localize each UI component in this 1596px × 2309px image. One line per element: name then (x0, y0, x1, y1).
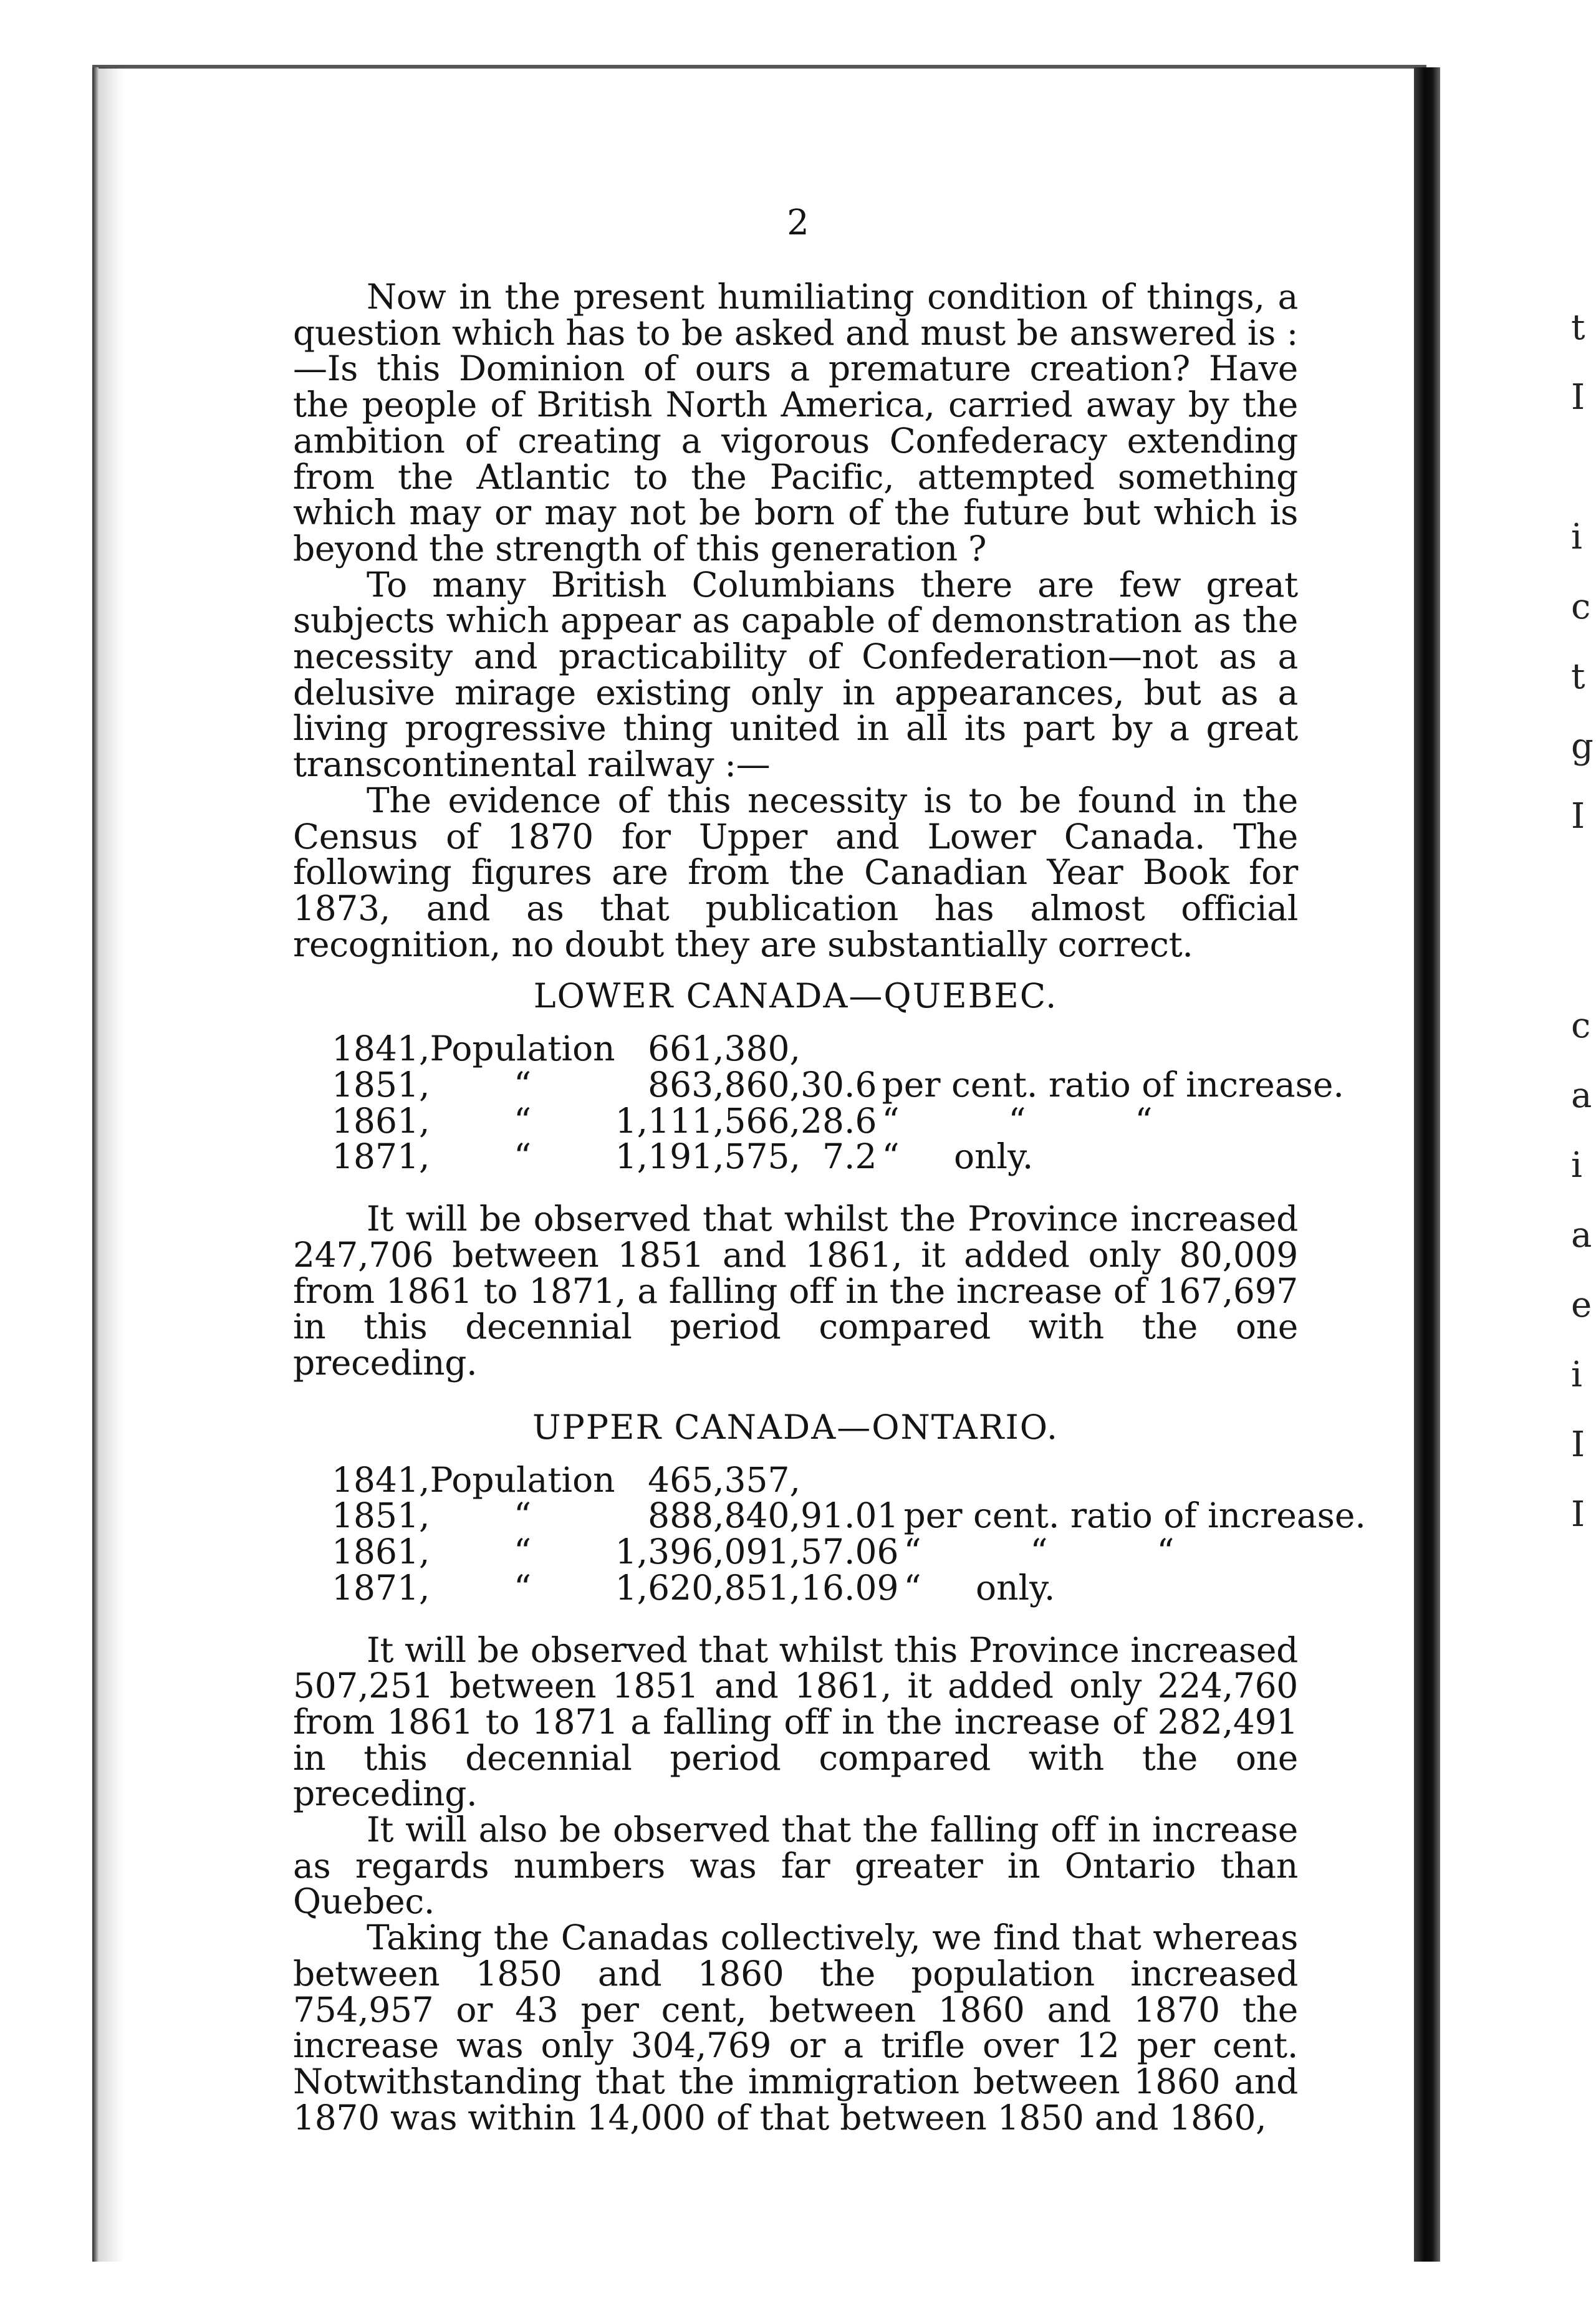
edge-letter: I (1571, 1424, 1585, 1465)
page-number: 2 (787, 203, 809, 243)
scan-left-edge (92, 67, 99, 2262)
label-cell: “ (513, 1567, 532, 1608)
table-row (332, 1462, 1366, 1499)
note-cell: per cent. ratio of increase. (903, 1495, 1366, 1536)
year-cell: 1841, (332, 1029, 430, 1069)
year-cell: 1861, (332, 1100, 430, 1141)
scan-left-shadow (99, 67, 123, 2262)
edge-letter: i (1571, 517, 1582, 557)
edge-letter: a (1571, 1075, 1592, 1116)
facing-page (1440, 67, 1591, 2262)
upper-canada-population-table (332, 1459, 1366, 1608)
table-row (332, 1570, 1366, 1606)
paragraph: It will be observed that whilst this Province increased 507,251 between 1851 and 1861, it added only 224,760 from 1861 to 1871 a falling off in the increase of 282,491 in this decennial period compared with the one preceding. (293, 1630, 1298, 1814)
population-cell: 661,380, (648, 1029, 801, 1069)
edge-letter (1571, 433, 1596, 502)
edge-letter: c (1571, 587, 1591, 627)
scan-top-edge (92, 65, 1426, 69)
table-row (332, 1498, 1366, 1534)
population-cell: 1,191,575, (615, 1136, 801, 1177)
note-cell: “ only. (882, 1136, 1034, 1177)
population-cell: 1,111,566, (615, 1100, 801, 1141)
edge-letter: I (1571, 796, 1585, 837)
label-cell: “ (513, 1136, 532, 1177)
label-cell: Population (430, 1459, 615, 1500)
year-cell: 1841, (332, 1459, 430, 1500)
note-cell (882, 1031, 1344, 1067)
population-cell: 1,620,851, (615, 1567, 801, 1608)
edge-letter: c (1571, 1006, 1591, 1046)
rate-cell: 28.6 (800, 1100, 877, 1141)
rate-cell (800, 1462, 903, 1499)
rate-cell: 16.09 (800, 1567, 899, 1608)
edge-letter: t (1571, 656, 1585, 697)
paragraph: The evidence of this necessity is to be found in the Census of 1870 for Upper and Lower Canada. The following figures are from the Canadian Year Book for 1873, and as that publication has almost official recognition, no doubt they are substantially correct. (293, 780, 1298, 964)
label-cell: “ (513, 1495, 532, 1536)
edge-letter: I (1571, 377, 1585, 418)
label-cell: “ (513, 1100, 532, 1141)
edge-letter: e (1571, 1285, 1592, 1325)
edge-letter: a (1571, 1215, 1592, 1255)
population-cell: 863,860, (648, 1065, 801, 1105)
paragraph: To many British Columbians there are few great subjects which appear as capable of demonstration as the necessity and practicability of Confederation—not as a delusive mirage existing only in appearances, but as a living progressive thing united in all its part by a great transcontinental railway :— (293, 564, 1298, 785)
label-cell: “ (513, 1065, 532, 1105)
paragraph: Now in the present humiliating condition of things, a question which has to be asked and must be answered is :—Is this Dominion of ours a premature creation? Have the people of British North America, carried away by the ambition of creating a vigorous Confederacy extending from the Atlantic to the Pacific, attempted something which may or may not be born of the future but which is beyond the strength of this generation ? (293, 277, 1298, 569)
note-cell: “ “ “ (882, 1100, 1153, 1141)
table-row (332, 1139, 1344, 1175)
note-cell: “ only. (903, 1567, 1055, 1608)
population-cell: 888,840, (648, 1495, 801, 1536)
edge-letter (1571, 852, 1596, 921)
table-row (332, 1067, 1344, 1103)
table-row (332, 1534, 1366, 1570)
section-title-lower-canada: LOWER CANADA—QUEBEC. (533, 976, 1058, 1016)
label-cell: Population (430, 1029, 615, 1069)
edge-letter (1571, 921, 1596, 991)
edge-letter: I (1571, 1494, 1585, 1535)
year-cell: 1851, (332, 1495, 430, 1536)
rate-cell: 57.06 (800, 1532, 899, 1572)
page-body (293, 277, 1366, 2138)
spacer (293, 1175, 1298, 1201)
edge-letter: i (1571, 1355, 1582, 1395)
rate-cell: 91.01 (800, 1495, 899, 1536)
year-cell: 1871, (332, 1136, 430, 1177)
rate-cell: 30.6 (800, 1065, 877, 1105)
rate-cell: 7.2 (822, 1136, 877, 1177)
note-cell: per cent. ratio of increase. (882, 1065, 1344, 1105)
spacer (293, 1606, 1298, 1633)
edge-letter: t (1571, 307, 1585, 348)
label-cell: “ (513, 1532, 532, 1572)
note-cell (903, 1462, 1365, 1499)
population-cell: 465,357, (648, 1459, 801, 1500)
paragraph: It will be observed that whilst the Province increased 247,706 between 1851 and 1861, it added only 80,009 from 1861 to 1871, a falling off in the increase of 167,697 in this decennial period compared with the one preceding. (293, 1199, 1298, 1383)
section-title-upper-canada: UPPER CANADA—ONTARIO. (532, 1407, 1059, 1447)
paragraph: It will also be observed that the falling off in increase as regards numbers was far greater in Ontario than Quebec. (293, 1810, 1298, 1922)
lower-canada-population-table (332, 1031, 1344, 1175)
note-cell: “ “ “ (903, 1532, 1175, 1572)
population-cell: 1,396,091, (615, 1532, 801, 1572)
rate-cell (800, 1031, 882, 1067)
table-row (332, 1031, 1344, 1067)
year-cell: 1861, (332, 1532, 430, 1572)
paragraph: Taking the Canadas collectively, we find that whereas between 1850 and 1860 the population increased 754,957 or 43 per cent, between 1860 and 1870 the increase was only 304,769 or a trifle over 12 per cent. Notwithstanding that the immigration between 1860 and 1870 was within 14,000 of that between 1850 and 1860, (293, 1918, 1298, 2138)
book-spine (1414, 67, 1440, 2262)
table-row (332, 1103, 1344, 1140)
edge-letter: i (1571, 1145, 1582, 1186)
edge-letter: g (1571, 726, 1594, 767)
year-cell: 1871, (332, 1567, 430, 1608)
facing-page-edge-text (1571, 293, 1596, 1550)
year-cell: 1851, (332, 1065, 430, 1105)
